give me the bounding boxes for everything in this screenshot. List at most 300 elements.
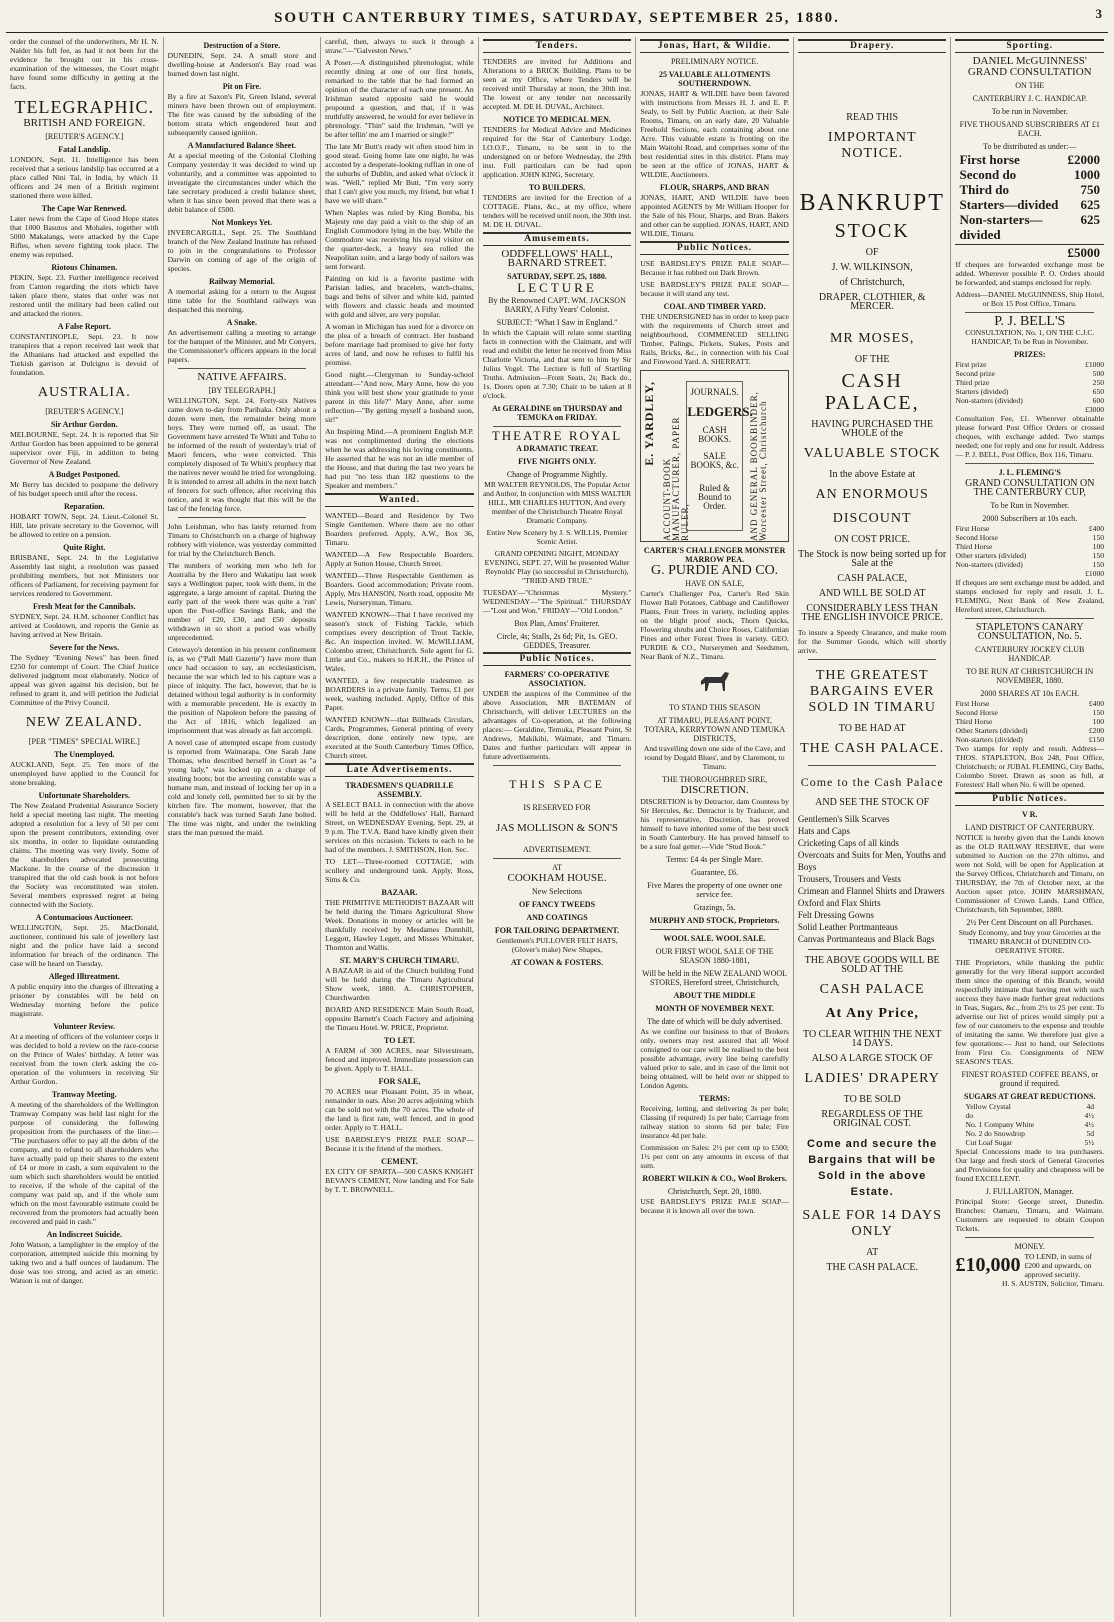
divider <box>808 949 937 950</box>
ad-text: TO STAND THIS SEASON <box>668 703 761 712</box>
ad-text: TUESDAY—"Christmas Mystery." WEDNESDAY—"The Spiritual." THURSDAY—"Lost and Won." FRIDAY—"Old London." <box>482 588 632 615</box>
ad-text: OF FANCY TWEEDS <box>519 900 596 909</box>
article-text: Cetewayo's detention in his present confinement is, as we ("Pall Mall Gazette") have more than once had occasion to say, an ecclesiasticism, because the war which led to his capture was a piece of iniquity. The fact, however, that he is detained without legal authority is in conformity with a memorable precedent. He is exactly in the position of Napoleon before the passing of the Act of 1816, which legalized an imprisonment that was already as fait accompli. <box>167 645 317 735</box>
ad-text: H. S. AUSTIN, Solicitor, Timaru. <box>1002 1279 1105 1288</box>
prize-label: First prize <box>955 360 987 369</box>
article-text: AUCKLAND, Sept. 25. Ten more of the unemployed have applied to the Council for stone breaking. <box>10 760 159 787</box>
ad-text: OUR FIRST WOOL SALE OF THE SEASON 1880-1881, <box>655 947 774 965</box>
prize-row <box>955 378 1104 387</box>
ad-text: ROBERT WILKIN & CO., Wool Brokers. <box>642 1174 787 1183</box>
ad-text: Five Mares the property of one owner one service fee. <box>647 881 783 899</box>
ad-text: ACCOUNT-BOOK MANUFACTURER, PAPER RULER, <box>662 416 691 541</box>
prize-value: 150 <box>1092 533 1105 542</box>
ad-text: To be Run in November. <box>990 501 1070 510</box>
prize-label: First horse <box>959 152 1020 167</box>
ad-heading: TRADESMEN'S QUADRILLE ASSEMBLY. <box>345 781 454 799</box>
ad-heading: PRELIMINARY NOTICE. <box>670 57 759 66</box>
ad-text: New Selections <box>532 887 583 896</box>
ad-text: At GERALDINE on THURSDAY and TEMUKA on FRIDAY. <box>492 404 622 422</box>
classified-ad: BOARD AND RESIDENCE Main South Road, opposite Barnett's Coach Factory and adjoining the Timaru Hotel. W. PRICE, Proprietor. <box>325 1005 474 1032</box>
prize-label: Third Horse <box>955 542 993 551</box>
ad-text: Consultation Fee, £1. Wherever obtainable please forward Post Office Orders or crossed cheques, with exchange added. Two stamps needed; one for reply and one for result. Address— P. J. BELL, Post Office, Box 116, Timaru. <box>955 414 1105 459</box>
prize-label: Other starters (divided) <box>955 551 1027 560</box>
article-heading: Alleged Illtreatment. <box>48 972 120 981</box>
ad-text: CASH PALACE, <box>837 573 907 584</box>
ad-text: Will be held in the NEW ZEALAND WOOL STORES, Hereford street, Christchurch, <box>642 969 788 987</box>
ad-text: ABOUT THE MIDDLE <box>673 991 756 1000</box>
ad-heading: ODDFELLOWS' HALL, BARNARD STREET. <box>501 248 613 269</box>
column-5 <box>636 37 794 1617</box>
prize-row <box>955 360 1104 369</box>
article-text: INVERCARGILL, Sept. 25. The Southland branch of the New Zealand Institute has refused to join in the congratulations to Professor Darwin on coming of age of the origin of species. <box>167 228 317 273</box>
article-heading: Fatal Landslip. <box>58 145 111 154</box>
article-text: At a meeting of officers of the volunteer corps it was decided to hold a review on the race-course on the Prince of Wales' birthday. A letter was received from the town clerk asking the co-operation of the volunteers in receiving Sir Arthur Gordon. <box>10 1032 159 1086</box>
list-item: Cricketing Caps of all kinds <box>797 838 899 848</box>
ad-title: Come and secure the Bargains that will be Sold in the above Estate. <box>807 1138 938 1198</box>
columns <box>6 37 1108 1617</box>
prize-label: First Horse <box>955 524 990 533</box>
ad-text: OF <box>865 247 879 258</box>
price-label: Cut Loaf Sugar <box>965 1138 1013 1147</box>
article-heading: Riotous Chinamen. <box>51 263 118 272</box>
prize-value: 1000 <box>1074 167 1101 182</box>
column-1 <box>6 37 164 1617</box>
article-text: CONSTANTINOPLE, Sept. 23. It now transpires that a report received last week that the Albanians had attacked and expelled the Turkish garrison at Dulcigno is devoid of foundation. <box>10 332 159 377</box>
article-text: The late Mr Butt's ready wit often stood him in good stead. Going home late one night, he was accosted by a desperate-looking ruffian in one of the suburbs of Dublin, and asked what o'clock it was. "Well," replied Mr Butt, "I'm very sorry that I can't give you much, my friend, but what I have we will share." <box>325 142 474 205</box>
prize-label: Non-starters—divided <box>959 212 1043 242</box>
divider <box>965 1237 1094 1238</box>
ad-text: USE BARDSLEY'S PRIZE PALE SOAP—Because it has rubbed out Dark Brown. <box>640 259 789 277</box>
classified-ad: TENDERS are invited for the Erection of a COTTAGE. Plans, &c., at my office, where tenders will be received until noon, the 30th inst. M. DE H. DUVAL. <box>482 193 632 229</box>
section-heading: AUSTRALIA. <box>37 385 131 400</box>
article-text: WELLINGTON, Sept. 25. MacDonald, auctioneer, continued his sale of jewellery last night and the police have laid a second information for breach of the ordinance. The case will be heard on Tuesday. <box>10 923 159 968</box>
section-heading: Jonas, Hart, & Wildie. <box>640 39 789 53</box>
article-text: A novel case of attempted escape from custody is reported from Waimarapa. One Sarah Jane Thomas, who described herself in Court as "a young lady," was locked up on a charge of stealing boots; but the arresting constable was a humane man, and instead of locking her up in a cold and lonely cell, permitted her to sit by the kitchen fire. The moment, however, that the constable's back was turned Sarah Jane bolted. The time was night, and under the twinkling stars the man pursued the maid. <box>167 738 317 837</box>
ad-text: THE CASH PALACE. <box>826 1262 918 1273</box>
ad-title: GRAND CONSULTATION ON THE CANTERBURY CUP, <box>965 478 1095 498</box>
prize-value: 625 <box>1080 197 1101 212</box>
ad-text: To insure a Speedy Clearance, and make room for the Summer Goods, which will shortly arrive. <box>797 628 947 655</box>
prize-value: £2000 <box>1067 152 1101 167</box>
prize-value: 625 <box>1080 212 1101 227</box>
ad-title: AN ENORMOUS <box>815 487 929 502</box>
price-label: No. 2 do Snowdrop <box>965 1129 1025 1138</box>
ad-text: Christchurch, Sept. 20, 1880. <box>667 1187 762 1196</box>
ad-text: Commission on Sales: 2½ per cent up to £500; 1½ per cent on any amounts in excess of that sum. <box>640 1143 789 1170</box>
list-item: Trousers, Trousers and Vests <box>797 874 901 884</box>
prize-value: 750 <box>1080 182 1101 197</box>
prize-row <box>955 369 1104 378</box>
ad-text: Change of Programme Nightly. <box>506 470 608 479</box>
prize-value: 150 <box>1092 708 1105 717</box>
article-text: A meeting of the shareholders of the Wellington Tramway Company was held last night for the purpose of considering the following proposition from the purchasers of the line:— "The purchasers offer to pay all the debts of the company, and to refund to all shareholders who have actually paid up their shares to the extent of £4 or more in cash, a sum equivalent to the sum which such shareholders would be entitled to receive, if the whole of the capital of the company was paid up, and if the whole sum which on the most favourable estimate could be recovered from the promoters had actually been recovered and paid in cash." <box>10 1100 159 1226</box>
divider <box>493 426 622 427</box>
ad-text: TERMS: <box>699 1094 731 1103</box>
prize-label: Other Starters (divided) <box>955 726 1028 735</box>
article-text: careful, then, always to suck it through a straw."—"Galveston News." <box>325 37 474 55</box>
article-text: HOBART TOWN, Sept. 24. Lieut.-Colonel St. Hill, late private secretary to the Governor, will be allowed to retire on a pension. <box>10 512 159 539</box>
ad-text: JOURNALS. <box>690 387 739 397</box>
ad-heading: MONEY. <box>1014 1242 1045 1251</box>
prize-value: £400 <box>1088 524 1105 533</box>
article-heading: Tramway Meeting. <box>51 1090 117 1099</box>
ad-heading: COAL AND TIMBER YARD. <box>663 302 766 311</box>
prize-value: £200 <box>1088 726 1105 735</box>
classified-ad: WANTED—Three Respectable Gentlemen as Boarders. Good accommodation; Private room. Apply, Mrs HANSON, North road, opposite Mr Lewis, Nurseryman, Timaru. <box>325 571 474 607</box>
prize-value: 150 <box>1092 551 1105 560</box>
ad-text: To be run in November. <box>991 107 1068 116</box>
ad-title: DANIEL McGUINNESS' <box>972 55 1087 67</box>
ad-heading: SUGARS AT GREAT REDUCTIONS. <box>964 1092 1096 1101</box>
column-2 <box>164 37 322 1617</box>
prize-row <box>955 524 1104 533</box>
section-heading: Public Notices. <box>483 652 632 666</box>
ad-heading: V R. <box>1022 810 1038 819</box>
ad-text: Carter's Challenger Pea, Carter's Red Skin Flower Ball Potatoes, Cabbage and Cauliflower Plants, Fruit Trees in variety, including apples on the blight proof stock, Thorn Quicks, Flowering shrubs and Choice Roses, Californian Pines and other Forest Trees in variety. GEO. PURDIE & CO., Nurserymen and Seedsmen, Near Bank of N.Z., Timaru. <box>640 589 789 661</box>
classified-ad: WANTED, a few respectable tradesmen as BOARDERS in a private family. Terms, £1 per week, washing included. Apply, Office of this Paper. <box>325 676 474 712</box>
ad-text: J. W. WILKINSON, <box>831 262 913 273</box>
article-text: The New Zealand Prudential Assurance Society held a special meeting last night. The meeting adopted a resolution for a levy of 50 per cent upon the present contributors, extending over six months, in order to liquidate outstanding claims. The meeting was very lively. Some of the shareholders advocated prosecuting Mackune. In the course of the discussion it transpired that the old cash book is not before the Society was reconstituted was stolen. Several members expressed regret at being connected with the Society. <box>10 801 159 909</box>
ad-text: TO CLEAR WITHIN THE NEXT 14 DAYS. <box>803 1029 942 1049</box>
ad-title: THEATRE ROYAL <box>491 428 623 443</box>
ad-title: At Any Price, <box>825 1006 919 1021</box>
divider <box>650 929 779 930</box>
prize-total: £1000 <box>1085 569 1105 578</box>
ad-text: AT TIMARU, PLEASANT POINT, TOTARA, KERRYTOWN AND TEMUKA DISTRICTS, <box>644 716 786 743</box>
ad-title: LADIES' DRAPERY <box>804 1071 940 1086</box>
ad-title: IMPORTANT NOTICE. <box>827 130 917 161</box>
section-heading: Drapery. <box>798 39 947 53</box>
section-heading: NATIVE AFFAIRS. <box>197 371 287 383</box>
article-text: John Watson, a lamplighter in the employ of the corporation, attempted suicide this morning by taking two and a half ounces of laudanum. The dose was too strong, and acted as an emetic. Watson is out of danger. <box>10 1240 159 1285</box>
price-row <box>955 1102 1104 1111</box>
ad-title: GRAND CONSULTATION <box>967 66 1092 78</box>
list-item: Solid Leather Portmanteaus <box>797 922 898 932</box>
prize-value: 150 <box>1092 560 1105 569</box>
classified-ad: USE BARDSLEY'S PRIZE PALE SOAP—Because it is the friend of the mothers. <box>325 1135 474 1153</box>
ad-text: In which the Captain will relate some startling facts in connection with the Claimant, and will read and exhibit the letter he received from Miss Charlotte Victoria, and that sent to him by Sir Julius Vogel. The Lecture is full of Startling Truths. Admission—Front Seats, 2s; Back do., 1s. Doors open at 7.30; Chair to be taken at 8 o'clock. <box>482 328 632 400</box>
money-ad <box>955 1252 1104 1279</box>
ad-heading: NOTICE TO MEDICAL MEN. <box>503 115 611 124</box>
ad-title: Come to the Cash Palace <box>800 775 944 789</box>
ad-title: JAS MOLLISON & SON'S <box>495 822 619 834</box>
list-item: Crimean and Flannel Shirts and Drawers <box>797 886 945 896</box>
ad-text: FINEST ROASTED COFFEE BEANS, or ground if required. <box>961 1070 1099 1088</box>
ad-text: AND WILL BE SOLD AT <box>818 588 926 599</box>
article-text: SYDNEY, Sept. 24. H.M. schooner Conflict has arrived at Cooktown, and reports the Genie as having arrived at New Britain. <box>10 612 159 639</box>
ad-text: Address—DANIEL McGUINNESS, Ship Hotel, or Box 15 Post Office, Timaru. <box>955 290 1104 308</box>
ad-text: AND SEE THE STOCK OF <box>815 797 930 808</box>
ad-text: Ruled & Bound to Order. <box>697 483 732 511</box>
ad-text: USE BARDSLEY'S PRIZE PALE SOAP—because it is known all over the town. <box>640 1197 789 1215</box>
ad-text: JONAS, HART, AND WILDIE have been appointed AGENTS by Mr William Hooper for the Sale of his Flour, Sharps, and Bran. Bakers and other can be supplied. JONAS, HART, AND WILDIE, Timaru. <box>640 193 789 238</box>
ad-text: AND GENERAL BOOKBINDER, Worcester Street, Christchurch <box>748 391 768 541</box>
classified-ad: WANTED—Board and Residence by Two Single Gentlemen. Where there are no other Boarders preferred. Apply, A.W., Box 36, Timaru. <box>325 511 474 547</box>
ad-text: By the Renowned CAPT. WM. JACKSON BARRY, A Fifty Years' Colonist. <box>488 296 626 314</box>
section-heading: Tenders. <box>483 39 632 53</box>
article-heading: A Budget Postponed. <box>48 470 120 479</box>
prize-row <box>955 182 1104 197</box>
ad-heading: J. L. FLEMING'S <box>998 468 1061 477</box>
ad-text: Box Plan, Amos' Fruiterer. <box>514 619 600 628</box>
prize-label: Starters—divided <box>959 197 1059 212</box>
section-subheading: BRITISH AND FOREIGN. <box>23 117 146 129</box>
price-value: 5d <box>1086 1129 1095 1138</box>
ad-text: ON THE <box>1015 81 1045 90</box>
agency-line: [REUTER'S AGENCY.] <box>45 407 124 416</box>
prize-label: Second prize <box>955 369 995 378</box>
article-text: DUNEDIN, Sept. 24. A small store and dwelling-house at Anderson's Bay road was burned down last night. <box>167 51 317 78</box>
ad-text: NOTICE is hereby given that the Lands known as the OLD RAILWAY RESERVE, that were submitted to Auction on the 27th ultimo, and were not Sold, will be open for Application at the Survey Offices, Christchurch and Timaru, on THURSDAY, the 7th of October next, at the Auction upset price. JOHN MARSHMAN, Commissioner of Crown Lands. Land Office, Christchurch, 6th September, 1880. <box>955 833 1105 914</box>
article-text: WELLINGTON, Sept. 24. Forty-six Natives came down to-day from Parihaka. Only about a dozen were men, the remainder being more boys. They were turned off, as usual. The Government have arrested Te Whiti and Tohu to be informed of the result of yesterday's trial of Maori fencers, who were convicted. This completely disposed of Te Whiti's prophecy that the natives never would be tried for wrongdoing. It is intended to arrest all adults in the next batch of fencers for such offence, after receiving this notice, and it was thought that this will be the last of the fencing force. <box>167 396 317 513</box>
price-value: 5½ <box>1084 1138 1095 1147</box>
article-text: A public enquiry into the charges of illtreating a prisoner by constables will be held on Wednesday morning before the police magistrate. <box>10 982 159 1018</box>
ad-text: MR WALTER REYNOLDS, The Popular Actor and Author, In conjunction with MISS WALTER HILL, MR CHARLES HUTTON, And every member of the Christchurch Theatre Royal Dramatic Company. <box>482 480 632 525</box>
prize-row <box>955 167 1104 182</box>
article-text: order the counsel of the underwriters, Mr H. N. Nalder his full fee, as had it not been for the evidence he brought out in his cross-examination of the witnesses, the Court might have found some difficulty in getting at the facts. <box>10 37 159 91</box>
ad-text: UNDER the auspices of the Committee of the above Association, MR BATEMAN of Christchurch, will deliver LECTURES on the advantages of Co-operation, at the following places:— Geraldine, Temuka, Pleasant Point, St Andrews, Makikihi, Waimate, and Timaru. Dates and further particulars will appear in future advertisements. <box>482 689 632 761</box>
article-text: An Inspiring Mind.—A prominent English M.P. was not complimented during the elections when he was addressing his loving constituents. He asserted that he was not an idle member of the House, and that during the last two years he had put "no less than 182 questions to the Speaker and members." <box>325 427 474 490</box>
ad-text: SALE BOOKS, &c. <box>690 451 739 470</box>
prize-label: Second Horse <box>955 533 998 542</box>
article-text: The Sydney "Evening News" has been fined £250 for contempt of Court. The Chief Justice delivered judgment most elaborately. Notice of appeal was given against his decision, but he refused to grant it, and will petition the Judicial Committee of the Privy Council. <box>10 653 159 707</box>
column-6 <box>794 37 952 1617</box>
list-item: Overcoats and Suits for Men, Youths and Boys <box>797 850 946 872</box>
divider <box>965 618 1094 619</box>
ad-text: As we confine our business to that of Brokers only, owners may rest assured that all Wool consigned to our care will be realised to the best possible advantage, every line being carefully valued prior to sale, and in case of the limit not being obtained, will be held over or shipped to London Agents. <box>640 1027 789 1090</box>
ad-heading: TO LET. <box>384 1036 415 1045</box>
prize-value: 100 <box>1092 717 1105 726</box>
article-text: MELBOURNE, Sept. 24. It is reported that Sir Arthur Gordon has been appointed to be general supervisor over Fiji, in addition to being Governor of New Zealand. <box>10 430 159 466</box>
article-heading: Fresh Meat for the Cannibals. <box>32 602 136 611</box>
prize-row <box>955 396 1104 405</box>
masthead-title: SOUTH CANTERBURY TIMES, SATURDAY, SEPTEMBER 25, 1880. <box>274 9 840 26</box>
column-3 <box>321 37 479 1617</box>
section-heading: Wanted. <box>325 493 474 507</box>
price-label: No. 1 Company White <box>965 1120 1035 1129</box>
ad-heading: FLOUR, SHARPS, AND BRAN <box>660 183 770 192</box>
ad-title: THIS SPACE <box>509 777 605 791</box>
ad-title: STAPLETON'S CANARY CONSULTATION, No. 5. <box>975 622 1084 642</box>
section-heading: Public Notices. <box>955 792 1104 806</box>
ad-heading: BAZAAR. <box>381 888 418 897</box>
ad-heading: TO BUILDERS. <box>528 183 586 192</box>
price-value: 4½ <box>1084 1111 1095 1120</box>
page-number: 3 <box>1095 6 1104 21</box>
ad-text: Receiving, lotting, and delivering 3s per bale; Classing (if required) 1s per bale; Carriage from railway station to stores 6d per bale; Fire insurance 4d per bale. <box>640 1104 789 1140</box>
classified-ad: A BAZAAR in aid of the Church building Fund will be held during the Timaru Agricultural Show week, 1880. A. CHRISTOPHER, Churchwarden <box>325 966 474 1002</box>
ad-text: MONTH OF NOVEMBER NEXT. <box>655 1004 774 1013</box>
article-heading: Railway Memorial. <box>208 277 275 286</box>
price-label: do <box>965 1111 974 1120</box>
ad-text: Terms: £4 4s per Single Mare. <box>666 855 763 864</box>
ad-text: CONSIDERABLY LESS THAN THE ENGLISH INVOICE PRICE. <box>801 603 943 623</box>
ad-text: FOR TAILORING DEPARTMENT. <box>494 926 620 935</box>
prize-label: Third Horse <box>955 717 993 726</box>
prize-row <box>955 212 1104 242</box>
divider <box>493 858 622 859</box>
money-amount: £10,000 <box>955 1254 1021 1276</box>
ad-title: COOKHAM HOUSE. <box>507 872 607 884</box>
price-row <box>955 1120 1104 1129</box>
prize-value: 250 <box>1092 378 1105 387</box>
classified-ad: 70 ACRES near Pleasant Point, 35 in wheat, remainder in oats. Also 20 acres adjoining which can be sold not with the 70 acres. The whole of the land is first rate, well fenced, and in good order. Apply to T. HALL. <box>325 1087 474 1132</box>
article-heading: Reparation. <box>63 502 105 511</box>
prize-row <box>955 708 1104 717</box>
ad-text: AT <box>552 863 562 872</box>
prize-label: Third prize <box>955 378 990 387</box>
section-heading: TELEGRAPHIC. <box>14 97 155 117</box>
section-heading: Late Advertisements. <box>325 763 474 777</box>
classified-ad: WANTED KNOWN—that Billheads Circulars, Cards, Programmes, General printing of every description, done entirely new type, are executed at the South Canterbury Times Office, Church street. <box>325 715 474 760</box>
column-4 <box>479 37 637 1617</box>
article-text: When Naples was ruled by King Bomba, his Majesty one day paid a visit to the ship of an English Commodore lying in the bay. While the Commodore was receiving his royal visitor on the quarter-deck, a heavy sea rolled the Neapolitan suite, and a large body of sailors was sent forward. <box>325 208 474 271</box>
ad-text: of Christchurch, <box>839 277 905 288</box>
ad-text: ON COST PRICE. <box>834 534 911 545</box>
divider <box>965 463 1094 464</box>
ad-text: Study Economy, and buy your Groceries at the TIMARU BRANCH of DUNEDIN CO-OPERATIVE STORE. <box>958 928 1101 955</box>
prize-row <box>955 735 1104 744</box>
prize-label: Non-starters (divided) <box>955 735 1023 744</box>
article-heading: The Unemployed. <box>54 750 115 759</box>
ad-title: MR MOSES, <box>829 331 915 346</box>
section-heading: NEW ZEALAND. <box>25 715 143 730</box>
prize-row <box>955 387 1104 396</box>
article-heading: Not Monkeys Yet. <box>211 218 273 227</box>
ad-text: If cheques are sent exchange must be added, and stamps enclosed for reply and result. J. L. FLEMING, Next Bank of New Zealand, Hereford street, Christchurch. <box>955 578 1105 614</box>
ad-title: LEDGERS. <box>687 404 753 419</box>
list-item: Gentlemen's Silk Scarves <box>797 814 890 824</box>
ad-title: LECTURE <box>517 280 597 295</box>
article-text: BRISBANE, Sept. 24. In the Legislative Assembly last night, a resolution was passed prohibiting members, but not Ministers nor officers of Parliament, for receiving payment for services rendered to Government. <box>10 553 159 598</box>
prize-row <box>955 699 1104 708</box>
section-heading: Sporting. <box>955 39 1104 53</box>
ad-title: G. PURDIE AND CO. <box>651 563 779 578</box>
ad-text: Guarantee, £6. <box>691 868 739 877</box>
ad-text: ALSO A LARGE STOCK OF <box>811 1053 933 1064</box>
ad-heading: ST. MARY'S CHURCH TIMARU. <box>339 956 460 965</box>
ad-text: In the above Estate at <box>829 469 916 480</box>
article-heading: The Cape War Renewed. <box>41 204 127 213</box>
prize-label: Third do <box>959 182 1009 197</box>
ad-text: J. FULLARTON, Manager. <box>985 1187 1074 1196</box>
prize-value: 650 <box>1092 387 1105 396</box>
prize-row <box>955 533 1104 542</box>
ad-text: CONSULTATION, No. 1, ON THE C.J.C. HANDICAP, To be Run in November. <box>965 328 1095 346</box>
column-7 <box>951 37 1108 1617</box>
ad-title: DISCOUNT <box>832 511 912 526</box>
prize-value: 500 <box>1092 369 1105 378</box>
prize-value: £150 <box>1088 735 1105 744</box>
ad-text: TO BE SOLD <box>843 1094 901 1105</box>
article-heading: Volunteer Review. <box>53 1022 116 1031</box>
article-text: A memorial asking for a return to the August time table for the Southland railways was despatched this morning. <box>167 287 317 314</box>
classified-ad: WANTED—A Few Respectable Boarders. Apply at Sutton House, Church Street. <box>325 550 474 568</box>
price-row <box>955 1111 1104 1120</box>
list-item: Canvas Portmanteaus and Black Bags <box>797 934 935 944</box>
ad-title: CASH PALACE, <box>824 370 920 414</box>
divider <box>493 765 622 766</box>
ad-title: SALE FOR 14 DAYS ONLY <box>802 1208 942 1239</box>
divider <box>808 765 937 766</box>
ad-text: TO LEND, in sums of £200 and upwards, on approved security. <box>1024 1252 1093 1279</box>
classified-ad: WANTED KNOWN—That I have received my season's stock of Fishing Tackle, which comprises every description of Trout Tackle, &c. An inspection invited. W. McWILLIAM, Colombo street, Christchurch. Sole agent for G. Little and Co., makers to H.R.H., the Prince of Wales. <box>325 610 474 673</box>
ad-heading: FOR SALE, <box>378 1077 421 1086</box>
ad-text: IS RESERVED FOR <box>523 803 591 812</box>
ad-text: CANTERBURY J. C. HANDICAP. <box>972 94 1087 103</box>
ad-heading: LAND DISTRICT OF CANTERBURY. <box>965 823 1095 832</box>
ad-date: SATURDAY, SEPT. 25, 1880. <box>507 272 607 281</box>
price-row <box>955 1129 1104 1138</box>
ad-text: DISCRETION is by Detractor, dam Countess by Sir Hercules, &c. Detractor is by Traducer, and his representative, Discretion, has proved himself to have inherited some of the best stock in South Canterbury. He has proved himself to be a sure foal getter.—Vide "Stud Book." <box>640 797 789 851</box>
price-value: 4½ <box>1084 1120 1095 1129</box>
ad-text: The date of which will be duly advertised. <box>647 1017 783 1026</box>
ad-title: P. J. BELL'S <box>994 314 1066 329</box>
ad-title: THE CASH PALACE. <box>800 741 945 756</box>
prize-label: Second do <box>959 167 1017 182</box>
agency-line: [BY TELEGRAPH.] <box>208 386 276 395</box>
ad-text: HAVE ON SALE, <box>685 579 744 588</box>
ad-title: THE GREATEST BARGAINS EVER SOLD IN TIMARU <box>808 668 936 715</box>
ad-text: Two stamps for reply and result. Address— THOS. STAPLETON, Box 248, Post Office, Christchurch; or JUBAL FLEMING, City Baths, Colombo Street. Drawn as soon as full, at Foresters' Hall when No. 6 will be opened. <box>955 744 1105 789</box>
prize-value: 600 <box>1092 396 1105 405</box>
prize-value: £1000 <box>1085 360 1105 369</box>
ad-text: Grazings, 5s. <box>693 903 736 912</box>
list-item: Hats and Caps <box>797 826 850 836</box>
article-heading: A Contumacious Auctioneer. <box>35 913 133 922</box>
prize-row <box>955 726 1104 735</box>
ad-text: FIVE NIGHTS ONLY. <box>518 457 596 466</box>
article-text: By a fire at Saxon's Pit, Green Island, several miners have been thrown out of employment. The fire was caused by the subsiding of the bottom strata which engendered heat and subsequently caused ignition. <box>167 92 317 137</box>
prize-row <box>955 560 1104 569</box>
classified-ad: TO LET—Three-roomed COTTAGE, with scullery and underground tank. Apply, Ross, Sims & Co. <box>325 857 474 884</box>
ad-text: 2000 SHARES AT 10s EACH. <box>980 689 1080 698</box>
ad-text: The Stock is now being sorted up for Sale at the <box>798 549 947 569</box>
prize-label: Second Horse <box>955 708 998 717</box>
article-heading: An Indiscreet Suicide. <box>46 1230 122 1239</box>
divider <box>178 368 307 369</box>
ledger-frame <box>686 381 753 531</box>
ad-text: TO BE HAD AT <box>838 723 906 734</box>
article-heading: A False Report. <box>57 322 111 331</box>
ad-text: Principal Store: George street, Dunedin. Branches: Oamaru, Timaru, and Waimate. Customers are requested to obtain Coupon Tickets. <box>955 1197 1105 1233</box>
ad-text: USE BARDSLEY'S PRIZE PALE SOAP—because it will stand any test. <box>640 280 789 298</box>
prize-total <box>955 244 1104 260</box>
ad-text: THE ABOVE GOODS WILL BE SOLD AT THE <box>804 955 940 975</box>
article-text: PEKIN, Sept. 23. Further intelligence received from Canton regarding the riots which have taken place there, states that order was not restored until the military had been called out and attacked the rioters. <box>10 273 159 318</box>
prize-row <box>955 197 1104 212</box>
ad-text: 2000 Subscribers at 10s each. <box>982 514 1078 523</box>
prize-row <box>955 551 1104 560</box>
ad-heading: WOOL SALE. WOOL SALE. <box>663 934 766 943</box>
article-heading: Unfortunate Shareholders. <box>38 791 130 800</box>
ad-title: STOCK <box>834 220 910 242</box>
prize-label: Non-starters (divided) <box>955 560 1023 569</box>
prize-value: £5000 <box>1067 245 1101 260</box>
list-item: Oxford and Flax Shirts <box>797 898 881 908</box>
ad-text: CANTERBURY JOCKEY CLUB HANDICAP. <box>975 645 1085 663</box>
classified-ad: A FARM of 300 ACRES, near Silverstream, fenced and improved. Immediate possession can be given. Apply to T. HALL. <box>325 1046 474 1073</box>
ad-text: HAVING PURCHASED THE WHOLE of the <box>811 419 934 439</box>
classified-ad: TENDERS are invited for Additions and Alterations to a BRICK Building. Plans to be seen at my Office, where Tenders will be received until Thursday at noon, the 30th inst. The lowest or any tender not necessarily accepted. M. DE H. DUVAL, Architect. <box>482 57 632 111</box>
ad-heading: FARMERS' CO-OPERATIVE ASSOCIATION. <box>504 670 610 688</box>
article-heading: A Manufactured Balance Sheet. <box>187 141 297 150</box>
article-heading: Pit on Fire. <box>222 82 262 91</box>
ad-text: SUBJECT: "What I Saw in England." <box>496 318 618 327</box>
prize-total: £3000 <box>1085 405 1105 414</box>
ad-title: VALUABLE STOCK <box>803 446 941 461</box>
ad-text: CASH BOOKS. <box>698 425 731 444</box>
